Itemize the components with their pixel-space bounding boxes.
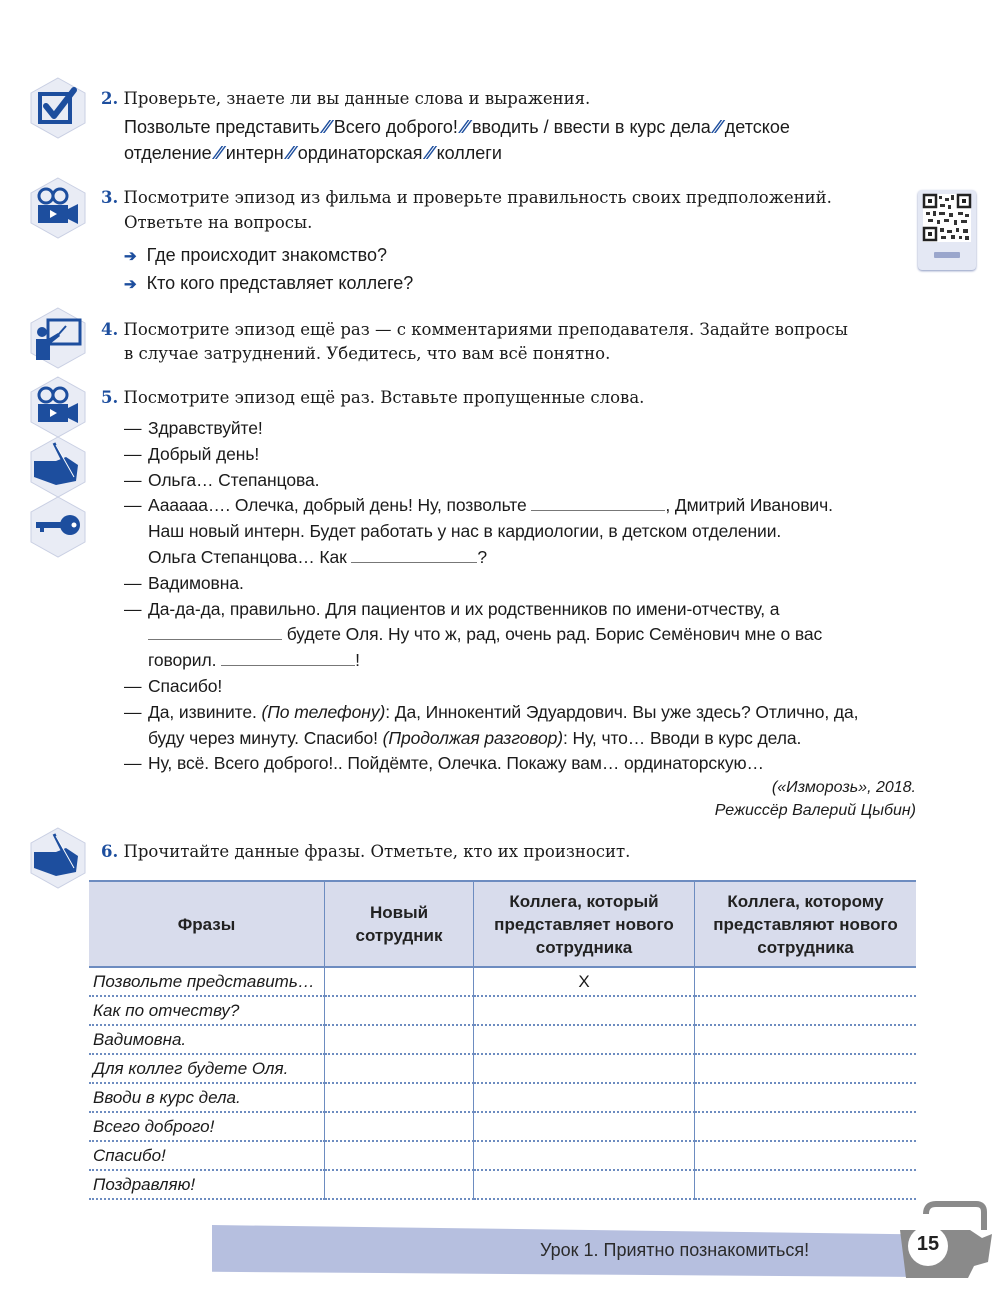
word-item: ординаторская xyxy=(297,142,423,163)
separator-icon: ⁄⁄ xyxy=(215,142,222,163)
phrase-cell: Поздравляю! xyxy=(89,1170,325,1199)
task-5-number: 5. xyxy=(101,388,119,407)
task-2-instruction: Проверьте, знаете ли вы данные слова и выражения. xyxy=(123,89,591,108)
dialogue-line xyxy=(124,442,917,468)
separator-icon: ⁄⁄ xyxy=(323,117,330,137)
fill-in-blank[interactable] xyxy=(351,546,477,563)
task-4-instruction: Посмотрите эпизод ещё раз — с комментариями преподавателя. Задайте вопросы xyxy=(123,320,848,339)
dialogue-line xyxy=(124,751,917,777)
qr-code-icon xyxy=(918,190,976,270)
qr-code[interactable] xyxy=(918,190,976,270)
table-header-row xyxy=(89,881,916,967)
phrases-table xyxy=(89,880,916,1200)
question-text: Кто кого представляет коллеге? xyxy=(146,273,414,293)
answer-cell[interactable] xyxy=(325,1054,474,1083)
answer-cell[interactable] xyxy=(325,1112,474,1141)
task-6-title xyxy=(101,840,630,864)
task-5-title xyxy=(101,386,644,410)
word-item: Всего доброго! xyxy=(333,117,458,137)
table-row xyxy=(89,1083,916,1112)
hand-writing-icon xyxy=(28,826,88,890)
answer-cell[interactable] xyxy=(474,1083,695,1112)
answer-cell[interactable] xyxy=(325,1170,474,1199)
dialogue-line xyxy=(124,597,917,674)
task-3-title xyxy=(101,186,921,210)
dialogue-text: , Дмитрий Иванович. xyxy=(665,495,833,516)
dialogue-text: Ольга Степанцова… Как xyxy=(148,546,347,567)
answer-cell[interactable] xyxy=(695,996,917,1025)
dialogue-text: Вадимовна. xyxy=(148,572,244,593)
task-6-number: 6. xyxy=(101,842,119,861)
answer-cell[interactable] xyxy=(695,1170,917,1199)
answer-cell[interactable] xyxy=(695,1054,917,1083)
dialogue-text: говорил. xyxy=(148,650,217,671)
task-2-word-list xyxy=(124,115,919,166)
column-header: Новый сотрудник xyxy=(325,881,474,967)
word-item: Позвольте представить xyxy=(124,117,320,137)
separator-icon: ⁄⁄ xyxy=(714,117,721,137)
table-row xyxy=(89,967,916,996)
answer-cell[interactable] xyxy=(474,1054,695,1083)
fill-in-blank[interactable] xyxy=(531,494,665,511)
arrow-bullet-icon: ➔ xyxy=(124,276,137,293)
dash: — xyxy=(124,443,142,464)
source-line: («Изморозь», 2018. xyxy=(771,779,916,796)
dialogue-text: Спасибо! xyxy=(148,675,223,696)
answer-cell[interactable]: X xyxy=(474,967,695,996)
answer-cell[interactable] xyxy=(474,1141,695,1170)
dialogue-text: будете Оля. Ну что ж, рад, очень рад. Борис Семёнович мне о вас xyxy=(286,624,823,645)
column-header: Фразы xyxy=(89,881,325,967)
dialogue-line xyxy=(124,416,917,442)
source-line: Режиссёр Валерий Цыбин) xyxy=(714,801,916,819)
answer-cell[interactable] xyxy=(325,1025,474,1054)
answer-cell[interactable] xyxy=(695,1025,917,1054)
dash: — xyxy=(124,701,142,722)
dash: — xyxy=(124,753,142,774)
dialogue-line xyxy=(124,700,917,752)
lesson-title: Урок 1. Приятно познакомиться! xyxy=(540,1240,810,1260)
question-item xyxy=(124,243,387,269)
answer-cell[interactable] xyxy=(325,996,474,1025)
answer-cell[interactable] xyxy=(695,1083,917,1112)
task-5-instruction: Посмотрите эпизод ещё раз. Вставьте пропущенные слова. xyxy=(123,388,645,407)
task-2-title xyxy=(101,87,590,111)
phrase-cell: Вводи в курс дела. xyxy=(89,1083,325,1112)
task-4-instruction-line2: в случае затруднений. Убедитесь, что вам всё понятно. xyxy=(124,344,611,363)
phrase-cell: Спасибо! xyxy=(89,1141,325,1170)
hand-writing-icon xyxy=(28,435,88,499)
dialogue xyxy=(124,416,917,777)
dialogue-text: ? xyxy=(477,546,488,567)
dash: — xyxy=(124,675,142,696)
answer-cell[interactable] xyxy=(474,1112,695,1141)
question-item xyxy=(124,271,413,297)
film-camera-icon xyxy=(28,375,88,439)
task-3-number: 3. xyxy=(101,188,119,207)
dialogue-text: Да, извините. xyxy=(148,701,257,722)
dialogue-text: Наш новый интерн. Будет работать у нас в кардиологии, в детском отделении. xyxy=(148,521,782,542)
answer-cell[interactable] xyxy=(695,1112,917,1141)
phrase-cell: Всего доброго! xyxy=(89,1112,325,1141)
task-4-number: 4. xyxy=(101,320,119,339)
dialogue-text: Ольга… Степанцова. xyxy=(148,469,320,490)
dialogue-text: : Да, Иннокентий Эдуардович. Вы уже здесь? Отлично, да, xyxy=(385,701,859,722)
phrase-cell: Как по отчеству? xyxy=(89,996,325,1025)
table-row xyxy=(89,1170,916,1199)
separator-icon: ⁄⁄ xyxy=(287,142,294,163)
word-item: коллеги xyxy=(436,142,502,163)
question-text: Где происходит знакомство? xyxy=(146,245,387,265)
word-item: детское отделение xyxy=(124,117,790,163)
checkbox-check-icon xyxy=(28,76,88,140)
fill-in-blank[interactable] xyxy=(221,649,355,666)
stage-direction: (По телефону) xyxy=(261,701,386,722)
task-3-instruction: Посмотрите эпизод из фильма и проверьте правильность своих предположений. xyxy=(123,188,832,207)
dialogue-text: Здравствуйте! xyxy=(148,418,263,438)
table-row xyxy=(89,1141,916,1170)
film-source xyxy=(715,777,916,822)
answer-cell[interactable] xyxy=(695,1141,917,1170)
film-camera-icon xyxy=(28,176,88,240)
column-header: Коллега, которому представляют нового сотрудника xyxy=(695,881,917,967)
task-4-title xyxy=(101,318,917,342)
table-row xyxy=(89,996,916,1025)
task-2-number: 2. xyxy=(101,89,119,108)
fill-in-blank[interactable] xyxy=(148,623,282,640)
separator-icon: ⁄⁄ xyxy=(426,142,433,163)
dialogue-line xyxy=(124,468,917,494)
dialogue-text: ! xyxy=(355,650,360,671)
arrow-bullet-icon: ➔ xyxy=(124,248,137,265)
key-icon xyxy=(28,495,88,559)
dialogue-text: Да-да-да, правильно. Для пациентов и их родственников по имени-отчеству, а xyxy=(148,598,780,619)
table-row xyxy=(89,1112,916,1141)
answer-cell[interactable] xyxy=(695,967,917,996)
separator-icon: ⁄⁄ xyxy=(461,117,468,137)
dialogue-line xyxy=(124,674,917,700)
word-item: вводить / ввести в курс дела xyxy=(471,117,711,137)
answer-cell[interactable] xyxy=(474,996,695,1025)
answer-cell[interactable] xyxy=(474,1025,695,1054)
dash: — xyxy=(124,572,142,593)
dialogue-line xyxy=(124,493,917,570)
dialogue-text: Аааааа…. Олечка, добрый день! Ну, позвольте xyxy=(148,495,527,516)
column-header: Коллега, который представляет нового сотрудника xyxy=(474,881,695,967)
answer-cell[interactable] xyxy=(325,967,474,996)
dialogue-text: : Ну, что… Вводи в курс дела. xyxy=(562,727,802,748)
answer-cell[interactable] xyxy=(325,1141,474,1170)
phrase-cell: Вадимовна. xyxy=(89,1025,325,1054)
phrase-cell: Для коллег будете Оля. xyxy=(89,1054,325,1083)
answer-cell[interactable] xyxy=(474,1170,695,1199)
dialogue-text: Добрый день! xyxy=(148,443,260,464)
dialogue-text: буду через минуту. Спасибо! xyxy=(148,727,378,748)
dash: — xyxy=(124,495,142,516)
dash: — xyxy=(124,598,142,619)
teacher-board-icon xyxy=(28,306,88,370)
word-item: интерн xyxy=(225,142,284,163)
dialogue-text: Ну, всё. Всего доброго!.. Пойдёмте, Олечка. Покажу вам… ординаторскую… xyxy=(148,753,764,774)
dialogue-line xyxy=(124,571,917,597)
table-row xyxy=(89,1054,916,1083)
task-3-instruction-line2: Ответьте на вопросы. xyxy=(124,213,313,232)
stage-direction: (Продолжая разговор) xyxy=(382,727,563,748)
dash: — xyxy=(124,469,142,490)
table-row xyxy=(89,1025,916,1054)
answer-cell[interactable] xyxy=(325,1083,474,1112)
phrase-cell: Позвольте представить… xyxy=(89,967,325,996)
task-6-instruction: Прочитайте данные фразы. Отметьте, кто их произносит. xyxy=(123,842,631,861)
dash: — xyxy=(124,418,142,438)
page-number: 15 xyxy=(916,1233,940,1255)
